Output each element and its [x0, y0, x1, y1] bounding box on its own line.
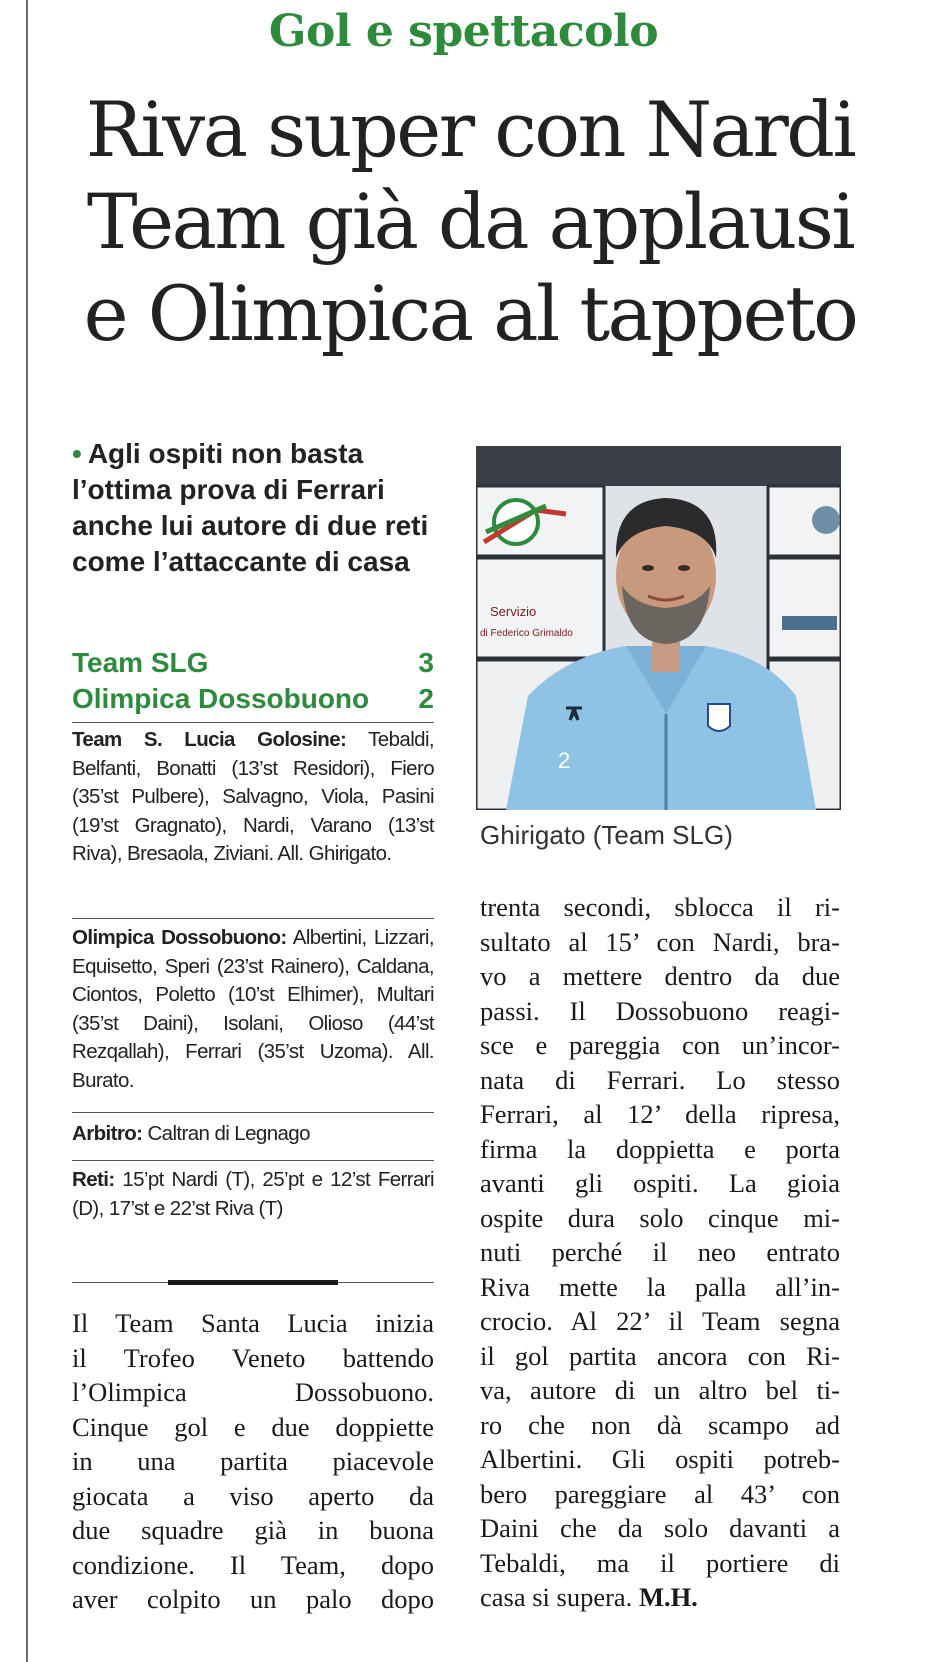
- goals-text: 15’pt Nardi (T), 25’pt e 12’st Ferrari (D), 17’st e 22’st Riva (T): [72, 1168, 434, 1220]
- body-line: Ferrari, al 12’ della ripresa,: [480, 1099, 840, 1129]
- body-line: Tebaldi, ma il portiere di: [480, 1547, 840, 1578]
- kicker: Gol e spettacolo: [268, 6, 659, 57]
- body-line: avanti gli ospiti. La gioia: [480, 1168, 840, 1198]
- away-lineup: [72, 924, 434, 1095]
- body-line: due squadre già in buona: [72, 1515, 434, 1545]
- divider: [72, 918, 434, 919]
- body-line: sultato al 15’ con Nardi, bra-: [480, 926, 840, 957]
- divider: [72, 1160, 434, 1161]
- divider: [72, 722, 434, 723]
- home-team-name: Team SLG: [72, 647, 209, 678]
- body-line: aver colpito un palo dopo: [72, 1584, 434, 1614]
- headline-line-3: e Olimpica al tappeto: [83, 269, 857, 358]
- body-line: va, autore di un altro bel ti-: [480, 1375, 840, 1405]
- body-column-1: [72, 1306, 434, 1617]
- away-team-name: Olimpica Dossobuono: [72, 683, 370, 714]
- body-line: Albertini. Gli ospiti potreb-: [480, 1444, 840, 1474]
- referee-text: Caltran di Legnago: [147, 1122, 310, 1145]
- goal-scorers: [72, 1166, 434, 1223]
- photo-caption: Ghirigato (Team SLG): [480, 820, 733, 850]
- body-line: ro che non dà scampo ad: [480, 1409, 840, 1440]
- body-line: ospite dura solo cinque mi-: [480, 1202, 840, 1233]
- sponsor-text-1: Servizio: [490, 604, 537, 619]
- subhead: [72, 436, 432, 580]
- home-lineup: [72, 726, 434, 869]
- body-column-2: [480, 890, 840, 1615]
- home-lineup-label: Team S. Lucia Golosine:: [72, 728, 347, 751]
- home-lineup-text: Tebaldi, Belfanti, Bonatti (13’st Residori), Fiero (35’st Pulbere), Salvagno, Viola, Pasini (19’st Gragnato), Nardi, Varano (13’st Riva), Bresaola, Ziviani. All. Ghirigato.: [72, 728, 434, 865]
- subhead-text: Agli ospiti non basta l’ottima prova di Ferrari anche lui autore di due reti come l’attaccante di casa: [72, 438, 429, 577]
- body-line: il gol partita ancora con Ri-: [480, 1340, 840, 1371]
- body-line: vo a mettere dentro da due: [480, 961, 840, 991]
- body-line: nuti perché il neo entrato: [480, 1237, 840, 1267]
- coach-portrait-image: [476, 446, 841, 810]
- body-line: Riva mette la palla all’in-: [480, 1271, 840, 1302]
- shirt-number: 2: [558, 748, 571, 773]
- sponsor-text-2: di Federico Grimaldo: [480, 628, 573, 639]
- body-line: Daini che da solo davanti a: [480, 1513, 840, 1543]
- body-line: bero pareggiare al 43’ con: [480, 1478, 840, 1509]
- body-line: in una partita piacevole: [72, 1446, 434, 1476]
- away-lineup-label: Olimpica Dossobuono:: [72, 926, 287, 949]
- body-line: il Trofeo Veneto battendo: [72, 1342, 434, 1373]
- page-left-border: [26, 0, 28, 1662]
- body-line: sce e pareggia con un’incor-: [480, 1030, 840, 1060]
- score-row-away: [72, 682, 434, 716]
- body-line: firma la doppietta e porta: [480, 1133, 840, 1164]
- referee-label: Arbitro:: [72, 1122, 143, 1145]
- body-line: crocio. Al 22’ il Team segna: [480, 1306, 840, 1336]
- body-line: condizione. Il Team, dopo: [72, 1549, 434, 1580]
- bullet-icon: •: [72, 438, 82, 469]
- away-lineup-text: Albertini, Lizzari, Equisetto, Speri (23’st Rainero), Caldana, Ciontos, Poletto (10’st Elhimer), Multari (35’st Daini), Isolani, Olioso (44’st Rezqallah), Ferrari (35’st Uzoma). All. Burato.: [72, 926, 434, 1092]
- body-line: passi. Il Dossobuono reagi-: [480, 995, 840, 1026]
- score-row-home: [72, 646, 434, 680]
- away-team-goals: 2: [418, 683, 434, 714]
- body-closing-text: casa si supera.: [480, 1582, 633, 1612]
- body-line: nata di Ferrari. Lo stesso: [480, 1064, 840, 1095]
- coach-photo: [476, 446, 841, 810]
- referee: [72, 1120, 434, 1149]
- headline: [60, 84, 880, 360]
- home-team-goals: 3: [418, 647, 434, 678]
- body-line-last: [480, 1580, 840, 1615]
- section-separator: [168, 1280, 338, 1285]
- goals-label: Reti:: [72, 1168, 115, 1191]
- author-signature: M.H.: [638, 1582, 698, 1612]
- body-line: Il Team Santa Lucia inizia: [72, 1308, 434, 1338]
- headline-line-1: Riva super con Nardi: [85, 85, 855, 174]
- headline-line-2: Team già da applausi: [86, 177, 854, 266]
- body-line: Cinque gol e due doppiette: [72, 1411, 434, 1442]
- body-line: l’Olimpica Dossobuono.: [72, 1377, 434, 1407]
- body-line: trenta secondi, sblocca il ri-: [480, 892, 840, 922]
- divider: [72, 1112, 434, 1113]
- body-line: giocata a viso aperto da: [72, 1480, 434, 1511]
